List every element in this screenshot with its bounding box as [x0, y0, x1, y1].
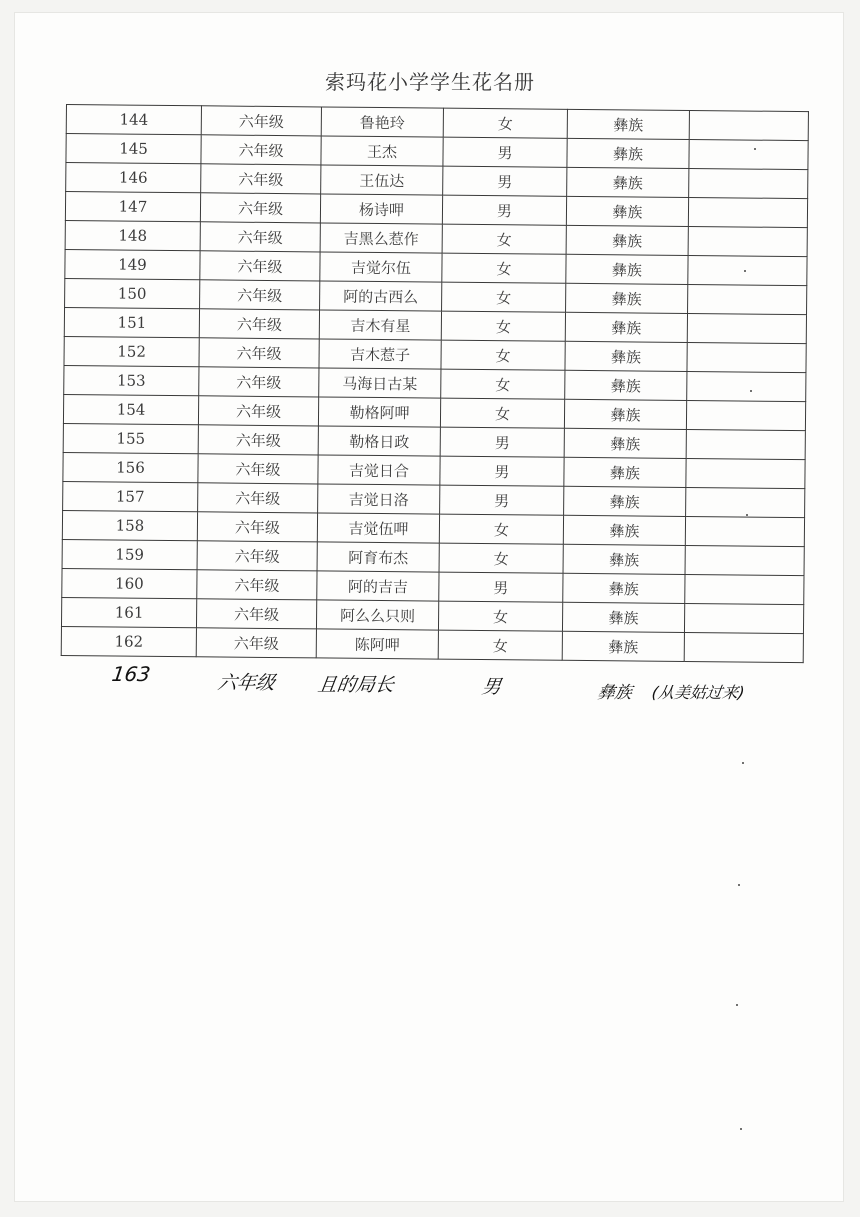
cell-name: 勒格阿呷: [318, 397, 440, 427]
cell-sex: 男: [439, 572, 563, 602]
cell-grade: 六年级: [201, 135, 321, 165]
scan-speck: [738, 884, 740, 886]
cell-grade: 六年级: [196, 628, 316, 658]
scan-speck: [744, 270, 746, 272]
cell-name: 王伍达: [321, 165, 443, 195]
cell-remark: [688, 226, 807, 256]
cell-ethnicity: 彝族: [563, 544, 685, 574]
cell-ethnicity: 彝族: [562, 602, 684, 632]
cell-sex: 女: [439, 543, 563, 573]
cell-name: 王杰: [321, 136, 443, 166]
cell-name: 阿的古西么: [320, 281, 442, 311]
cell-sex: 男: [443, 166, 567, 196]
cell-grade: 六年级: [201, 164, 321, 194]
cell-number: 150: [65, 278, 200, 308]
scan-speck: [742, 762, 744, 764]
cell-grade: 六年级: [199, 367, 319, 397]
cell-grade: 六年级: [197, 512, 317, 542]
cell-name: 陈阿呷: [316, 629, 438, 659]
cell-ethnicity: 彝族: [564, 457, 686, 487]
handwritten-name: 且的局长: [316, 674, 396, 696]
cell-grade: 六年级: [197, 541, 317, 571]
cell-ethnicity: 彝族: [566, 254, 688, 284]
cell-grade: 六年级: [200, 193, 320, 223]
page-title: 索玛花小学学生花名册: [325, 70, 535, 94]
cell-sex: 女: [443, 108, 567, 138]
cell-ethnicity: 彝族: [567, 109, 689, 139]
handwritten-sex: 男: [480, 676, 503, 698]
cell-sex: 女: [441, 311, 565, 341]
cell-name: 吉木惹子: [319, 339, 441, 369]
scan-speck: [740, 1128, 742, 1130]
cell-ethnicity: 彝族: [562, 631, 684, 661]
cell-grade: 六年级: [200, 280, 320, 310]
cell-ethnicity: 彝族: [567, 167, 689, 197]
cell-name: 吉木有星: [319, 310, 441, 340]
cell-number: 162: [61, 626, 196, 656]
cell-remark: [687, 342, 806, 372]
cell-sex: 女: [438, 630, 562, 660]
cell-remark: [684, 632, 803, 662]
cell-grade: 六年级: [198, 454, 318, 484]
cell-sex: 女: [438, 601, 562, 631]
cell-grade: 六年级: [198, 483, 318, 513]
scan-speck: [750, 390, 752, 392]
cell-remark: [684, 603, 803, 633]
cell-grade: 六年级: [196, 599, 316, 629]
cell-sex: 女: [442, 253, 566, 283]
cell-name: 阿的吉吉: [317, 571, 439, 601]
handwritten-entry: [0, 662, 860, 712]
cell-ethnicity: 彝族: [566, 225, 688, 255]
cell-ethnicity: 彝族: [565, 312, 687, 342]
cell-number: 159: [62, 539, 197, 569]
cell-sex: 女: [441, 340, 565, 370]
cell-name: 吉觉日洛: [318, 484, 440, 514]
cell-remark: [689, 139, 808, 169]
scan-speck: [754, 148, 756, 150]
cell-number: 145: [66, 134, 201, 164]
cell-sex: 女: [439, 514, 563, 544]
cell-remark: [688, 284, 807, 314]
cell-ethnicity: 彝族: [563, 515, 685, 545]
cell-ethnicity: 彝族: [564, 428, 686, 458]
cell-remark: [687, 313, 806, 343]
cell-name: 杨诗呷: [320, 194, 442, 224]
cell-number: 144: [66, 105, 201, 135]
student-roster-table: [61, 104, 809, 663]
cell-grade: 六年级: [199, 338, 319, 368]
cell-name: 马海日古某: [319, 368, 441, 398]
cell-grade: 六年级: [200, 222, 320, 252]
cell-number: 158: [62, 510, 197, 540]
cell-number: 153: [64, 365, 199, 395]
cell-ethnicity: 彝族: [565, 370, 687, 400]
cell-ethnicity: 彝族: [566, 283, 688, 313]
cell-ethnicity: 彝族: [563, 573, 685, 603]
cell-number: 161: [61, 597, 196, 627]
cell-sex: 女: [441, 369, 565, 399]
cell-number: 160: [62, 568, 197, 598]
cell-remark: [689, 110, 808, 140]
cell-grade: 六年级: [200, 251, 320, 281]
cell-grade: 六年级: [198, 396, 318, 426]
cell-name: 吉黑么惹作: [320, 223, 442, 253]
cell-remark: [688, 197, 807, 227]
cell-number: 147: [65, 192, 200, 222]
cell-ethnicity: 彝族: [564, 486, 686, 516]
cell-remark: [688, 255, 807, 285]
cell-remark: [685, 545, 804, 575]
cell-sex: 男: [440, 427, 564, 457]
cell-number: 156: [63, 452, 198, 482]
cell-sex: 女: [442, 282, 566, 312]
handwritten-number: 163: [110, 662, 152, 686]
cell-ethnicity: 彝族: [564, 399, 686, 429]
cell-remark: [686, 400, 805, 430]
cell-name: 鲁艳玲: [321, 107, 443, 137]
cell-remark: [685, 516, 804, 546]
cell-number: 157: [63, 481, 198, 511]
handwritten-ethnicity: 彝族: [596, 683, 634, 703]
cell-number: 149: [65, 249, 200, 279]
cell-sex: 男: [443, 137, 567, 167]
handwritten-note: (从美姑过来): [650, 683, 746, 702]
cell-ethnicity: 彝族: [565, 341, 687, 371]
cell-sex: 女: [442, 224, 566, 254]
cell-remark: [686, 487, 805, 517]
cell-name: 阿育布杰: [317, 542, 439, 572]
cell-number: 146: [66, 163, 201, 193]
cell-ethnicity: 彝族: [567, 138, 689, 168]
cell-number: 152: [64, 336, 199, 366]
cell-remark: [689, 168, 808, 198]
cell-name: 吉觉伍呷: [317, 513, 439, 543]
cell-number: 148: [65, 220, 200, 250]
cell-number: 151: [64, 307, 199, 337]
cell-sex: 男: [440, 485, 564, 515]
cell-grade: 六年级: [198, 425, 318, 455]
cell-grade: 六年级: [199, 309, 319, 339]
cell-number: 154: [63, 394, 198, 424]
cell-name: 吉觉日合: [318, 455, 440, 485]
cell-remark: [685, 574, 804, 604]
cell-number: 155: [63, 423, 198, 453]
cell-remark: [687, 371, 806, 401]
cell-sex: 男: [440, 456, 564, 486]
scan-speck: [746, 514, 748, 516]
cell-grade: 六年级: [201, 106, 321, 136]
cell-name: 阿么么只则: [316, 600, 438, 630]
cell-name: 勒格日政: [318, 426, 440, 456]
cell-sex: 女: [440, 398, 564, 428]
cell-name: 吉觉尔伍: [320, 252, 442, 282]
cell-ethnicity: 彝族: [566, 196, 688, 226]
cell-grade: 六年级: [197, 570, 317, 600]
scan-speck: [736, 1004, 738, 1006]
cell-sex: 男: [442, 195, 566, 225]
handwritten-grade: 六年级: [216, 672, 277, 694]
cell-remark: [686, 458, 805, 488]
cell-remark: [686, 429, 805, 459]
